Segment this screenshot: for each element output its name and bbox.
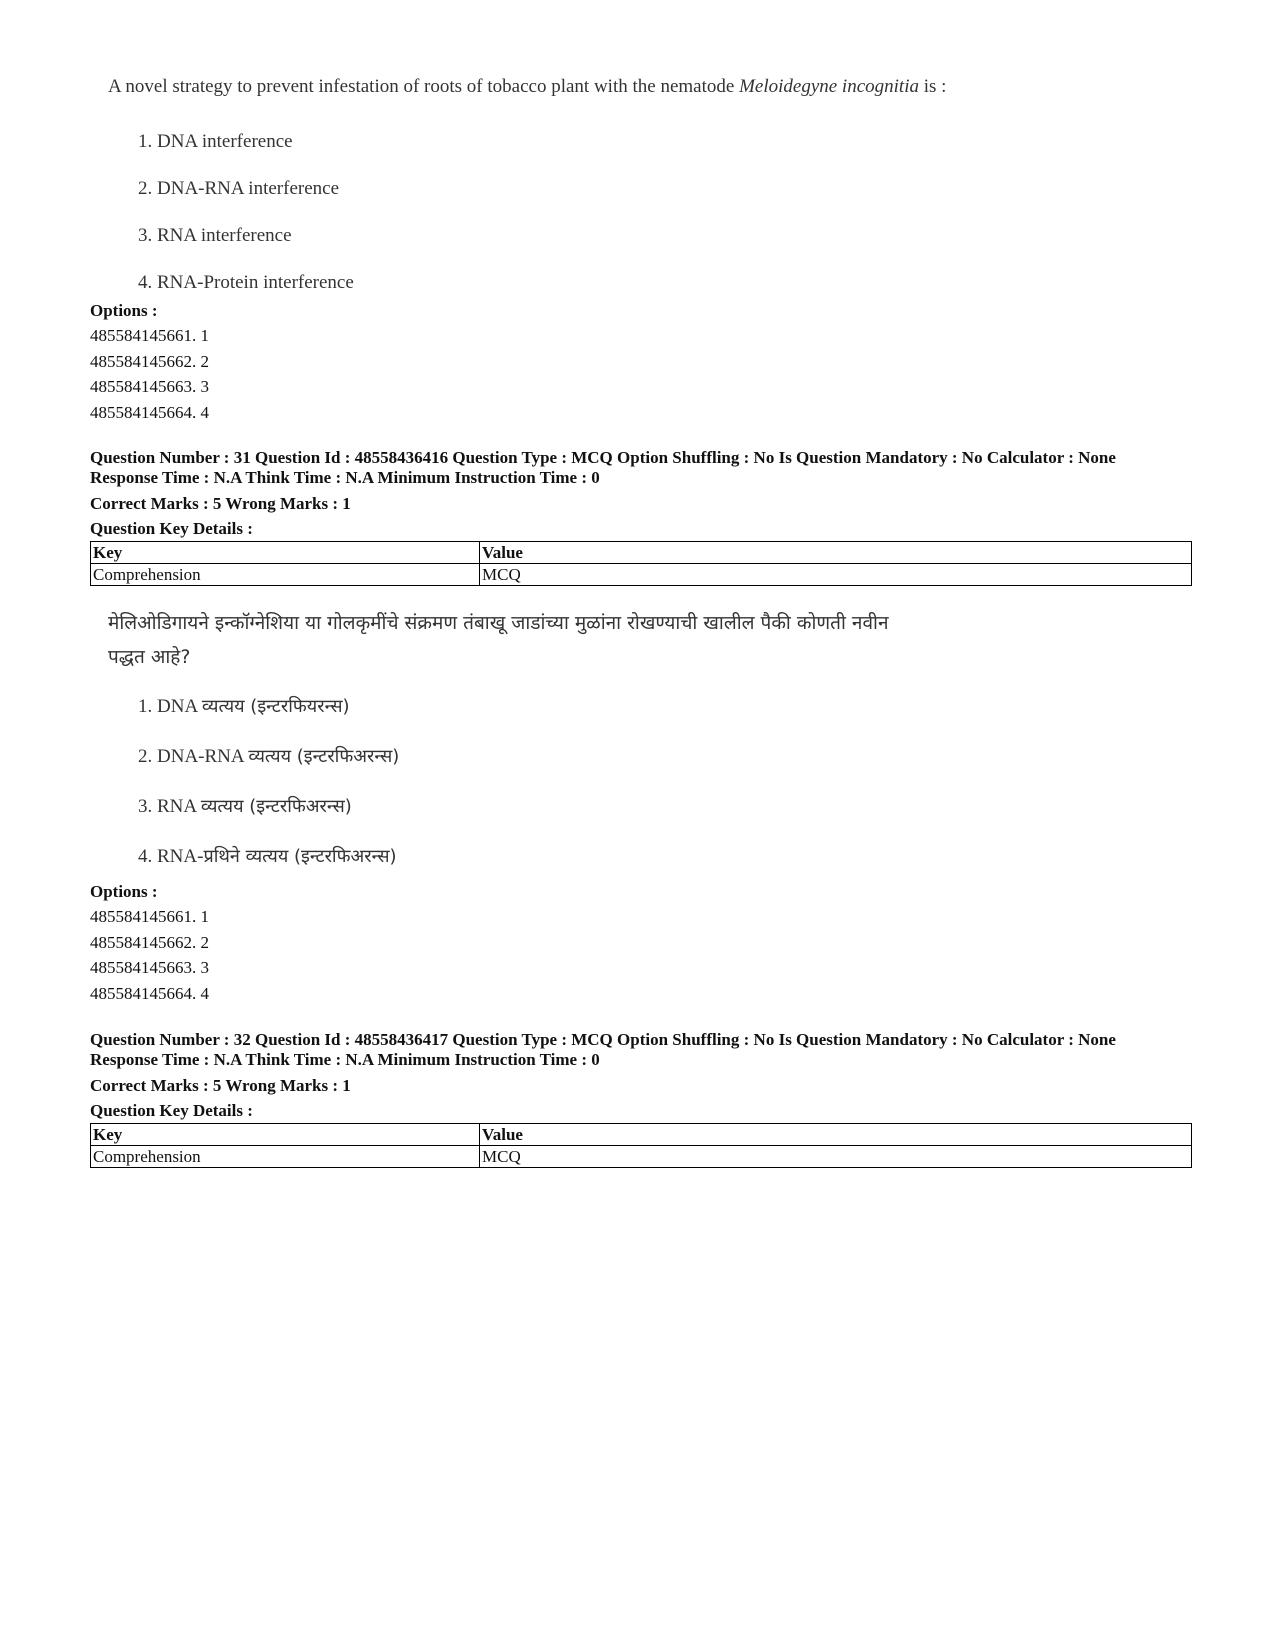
choice-2: 2. DNA-RNA interference bbox=[138, 178, 340, 199]
table-row bbox=[91, 1146, 1192, 1168]
options-title: Options : bbox=[90, 301, 158, 320]
option-id-3: 485584145663. 3 bbox=[90, 958, 209, 977]
question-meta-line2: Response Time : N.A Think Time : N.A Minimum Instruction Time : 0 bbox=[90, 1050, 600, 1069]
table-header-value: Value bbox=[480, 1124, 1192, 1146]
option-id-4: 485584145664. 4 bbox=[90, 402, 209, 422]
table-cell-value: MCQ bbox=[480, 1146, 1192, 1168]
table-row bbox=[91, 564, 1192, 586]
question-meta-line2: Response Time : N.A Think Time : N.A Minimum Instruction Time : 0 bbox=[90, 468, 600, 487]
choice-4: 4. RNA-प्रथिने व्यत्यय (इन्टरफिअरन्स) bbox=[138, 846, 397, 867]
option-id-1: 485584145661. 1 bbox=[90, 907, 209, 926]
table-cell-key: Comprehension bbox=[91, 564, 480, 586]
key-details-table bbox=[90, 1123, 1192, 1168]
key-details-table bbox=[90, 541, 1192, 586]
question-stem bbox=[108, 76, 1190, 98]
option-id-4: 485584145664. 4 bbox=[90, 983, 209, 1003]
table-header-row bbox=[91, 1124, 1192, 1146]
question-32-header bbox=[90, 1030, 1190, 1168]
question-31-options bbox=[90, 879, 1190, 1006]
choice-4: 4. RNA-Protein interference bbox=[138, 272, 354, 293]
question-31-image bbox=[90, 606, 1190, 882]
table-header-key: Key bbox=[91, 542, 480, 564]
choice-1: 1. DNA interference bbox=[138, 131, 293, 152]
options-title: Options : bbox=[90, 882, 158, 901]
option-id-2: 485584145662. 2 bbox=[90, 351, 209, 371]
choice-1: 1. DNA व्यत्यय (इन्टरफियरन्स) bbox=[138, 696, 350, 717]
option-id-3: 485584145663. 3 bbox=[90, 377, 209, 396]
choice-3: 3. RNA व्यत्यय (इन्टरफिअरन्स) bbox=[138, 796, 352, 817]
question-meta-line1: Question Number : 31 Question Id : 48558436416 Question Type : MCQ Option Shuffling : No Is Question Mandatory : No Calculator : None bbox=[90, 448, 1116, 467]
question-stem-mr-line1: मेलिओडिगायने इन्कॉग्नेशिया या गोलकृमींचे संक्रमण तंबाखू जाडांच्या मुळांना रोखण्याची खालील पैकी कोणती नवीन bbox=[108, 612, 889, 634]
table-header-row bbox=[91, 542, 1192, 564]
stem-prefix: A novel strategy to prevent infestation of roots of tobacco plant with the nematode bbox=[108, 76, 740, 97]
key-details-title: Question Key Details : bbox=[90, 519, 253, 538]
marks-line: Correct Marks : 5 Wrong Marks : 1 bbox=[90, 1076, 351, 1095]
option-id-2: 485584145662. 2 bbox=[90, 932, 209, 952]
option-id-1: 485584145661. 1 bbox=[90, 326, 209, 345]
marks-line: Correct Marks : 5 Wrong Marks : 1 bbox=[90, 494, 351, 513]
question-30-image bbox=[90, 76, 1190, 306]
choice-2: 2. DNA-RNA व्यत्यय (इन्टरफिअरन्स) bbox=[138, 746, 400, 767]
stem-suffix: is : bbox=[918, 76, 947, 97]
table-cell-key: Comprehension bbox=[91, 1146, 480, 1168]
question-31-header bbox=[90, 448, 1190, 586]
question-meta-line1: Question Number : 32 Question Id : 48558436417 Question Type : MCQ Option Shuffling : No Is Question Mandatory : No Calculator : None bbox=[90, 1030, 1116, 1049]
question-stem-mr-line2: पद्धत आहे? bbox=[108, 646, 191, 668]
key-details-title: Question Key Details : bbox=[90, 1101, 253, 1120]
table-header-key: Key bbox=[91, 1124, 480, 1146]
choice-3: 3. RNA interference bbox=[138, 225, 292, 246]
question-30-options bbox=[90, 298, 1190, 425]
table-cell-value: MCQ bbox=[480, 564, 1192, 586]
table-header-value: Value bbox=[480, 542, 1192, 564]
stem-species: Meloidegyne incognitia bbox=[739, 76, 919, 97]
